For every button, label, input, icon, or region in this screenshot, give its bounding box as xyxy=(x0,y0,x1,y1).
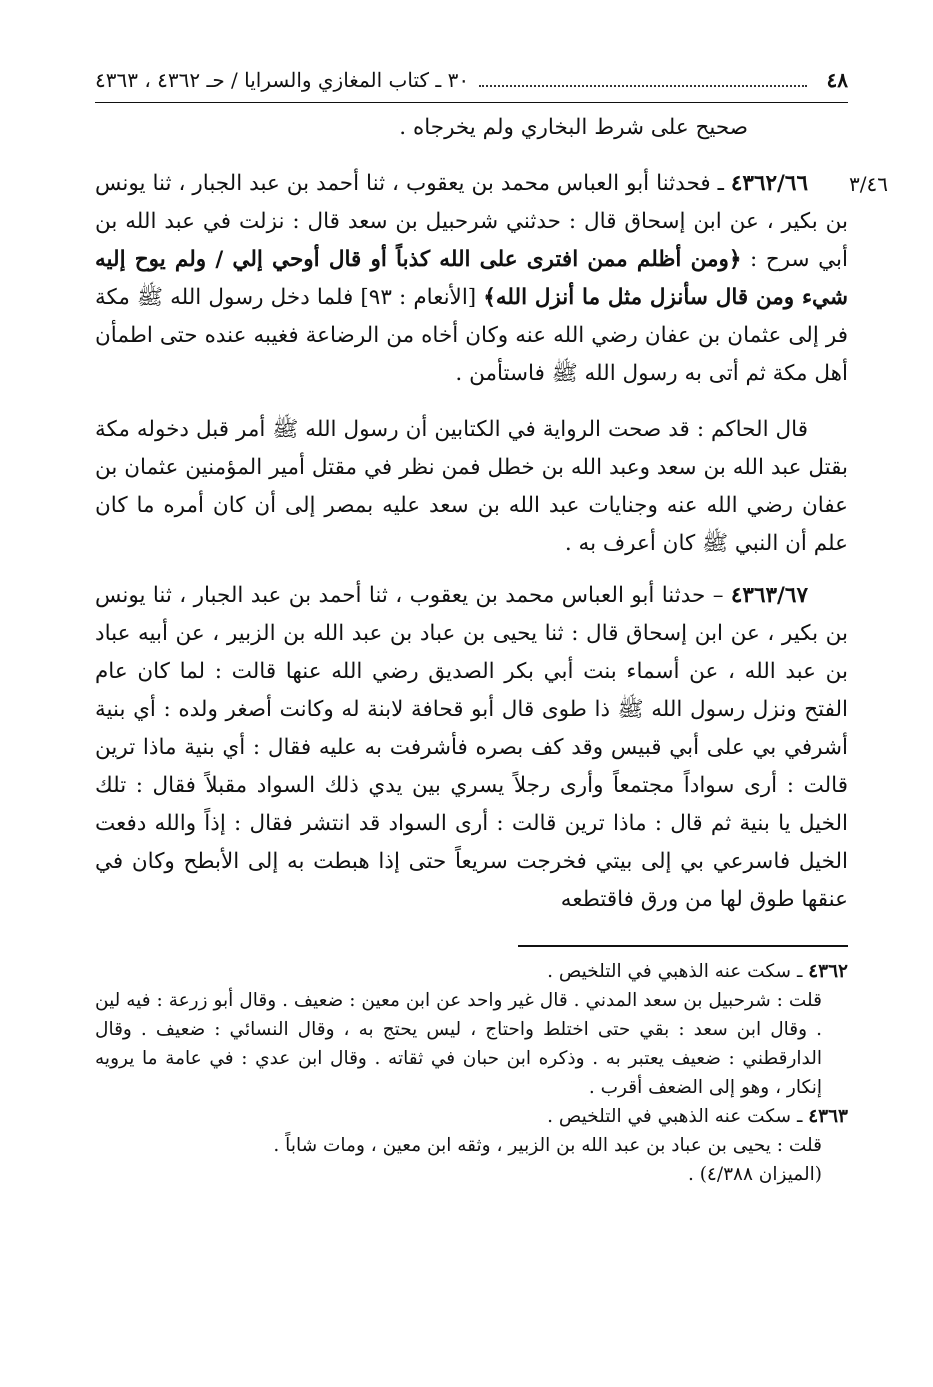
hadith-number: ٤٣٦٣/٦٧ xyxy=(730,583,808,608)
hadith-text-rest: [الأنعام : ٩٣] فلما دخل رسول الله ﷺ مكة فر إلى عثمان بن عفان رضي الله عنه وكان أخاه من الرضاعة فغيبه عنده حتى اطمأن أهل مكة ثم أتى به رسول الله ﷺ فاستأمن . xyxy=(95,285,848,386)
book-page xyxy=(95,68,888,1189)
footnote-number: ٤٣٦٣ xyxy=(808,1106,848,1127)
footnote-heading xyxy=(95,1102,848,1131)
footnote-body: قلت : شرحبيل بن سعد المدني . قال غير واحد عن ابن معين : ضعيف . وقال أبو زرعة : فيه لين . وقال ابن سعد : بقي حتى اختلط واحتاج ، ليس يحتج به ، وقال النسائي : ضعيف . وقال الدارقطني : ضعيف يعتبر به . وذكره ابن حبان في ثقاته . وقال ابن عدي : في عامة ما يرويه إنكار ، وهو إلى الضعف أقرب . xyxy=(95,990,822,1098)
hadith-isnad: ـ فحدثنا أبو العباس محمد بن يعقوب ، ثنا أحمد بن عبد الجبار ، ثنا يونس بن بكير ، عن ابن إسحاق قال : حدثني شرحبيل بن سعد قال : نزلت في xyxy=(95,171,848,234)
hadith-number: ٤٣٦٢/٦٦ xyxy=(730,171,808,196)
running-title: ٣٠ ـ كتاب المغازي والسرايا / حـ ٤٣٦٢ ، ٤٣٦٣ xyxy=(95,68,470,92)
hadith-4362 xyxy=(95,165,888,393)
hadith-4363 xyxy=(95,577,848,919)
page-number: ٤٨ xyxy=(826,68,848,92)
hadith-text-part: عبد الله بن أبي سرح : xyxy=(95,209,848,272)
hadith-text: – حدثنا أبو العباس محمد بن يعقوب ، ثنا أحمد بن عبد الجبار ، ثنا يونس بن بكير ، عن ابن إسحاق قال : ثنا يحيى بن عباد بن عبد الله بن الزبير ، عن أبيه عباد بن عبد الله ، عن أسماء بنت أبي بكر الصديق رضي الله عنها قالت : لما كان عام الفتح ونزل رسول الله ﷺ ذا طوى قال أبو قحافة لابنة له وكانت أصغر ولده : أي بنية أشرفي بي على أبي قبيس وقد كف بصره فأشرفت به عليه فقال : أي بنية ماذا ترين قالت : أرى سواداً مجتمعاً وأرى رجلاً يسري بين يدي ذلك السواد مقبلاً فقال : تلك الخيل يا بنية ثم قال : ماذا ترين قالت : أرى السواد قد انتشر فقال : إذاً والله دفعت الخيل فاسرعي بي إلى بيتي فخرجت سريعاً حتى إذا هبطت به إلى الأبطح وكان في عنقها طوق لها من ورق فاقتطعه xyxy=(95,583,848,912)
quran-verse: ﴿ومن أظلم ممن افترى على الله كذباً أو قال أوحي إلي / ولم يوح إليه شيء ومن قال سأنزل مثل ما أنزل الله﴾ xyxy=(95,247,848,310)
footnote-number: ٤٣٦٢ xyxy=(808,961,848,982)
footnote-heading-text: ـ سكت عنه الذهبي في التلخيص . xyxy=(547,1106,809,1127)
footnote-separator xyxy=(518,945,848,947)
header-dot-leader xyxy=(479,84,806,87)
footnote-heading xyxy=(95,957,848,986)
continuation-line: صحيح على شرط البخاري ولم يخرجاه . xyxy=(399,115,748,140)
footnote-heading-text: ـ سكت عنه الذهبي في التلخيص . xyxy=(547,961,809,982)
marginal-reference: ٣/٤٦ xyxy=(849,172,888,196)
running-header xyxy=(95,68,848,103)
hakim-comment: قال الحاكم : قد صحت الرواية في الكتابين أن رسول الله ﷺ أمر قبل دخوله مكة بقتل عبد الله بن سعد وعبد الله بن خطل فمن نظر في مقتل أمير المؤمنين عثمان بن عفان رضي الله عنه وجنايات عبد الله بن سعد عليه بمصر إلى أن كان أمره ما كان علم أن النبي ﷺ كان أعرف به . xyxy=(95,417,848,556)
footnote-source: (الميزان ٤/٣٨٨) . xyxy=(687,1164,822,1185)
footnotes xyxy=(95,957,848,1189)
footnote-body: قلت : يحيى بن عباد بن عبد الله بن الزبير ، وثقه ابن معين ، ومات شاباً . xyxy=(273,1135,822,1156)
main-text xyxy=(95,109,888,919)
